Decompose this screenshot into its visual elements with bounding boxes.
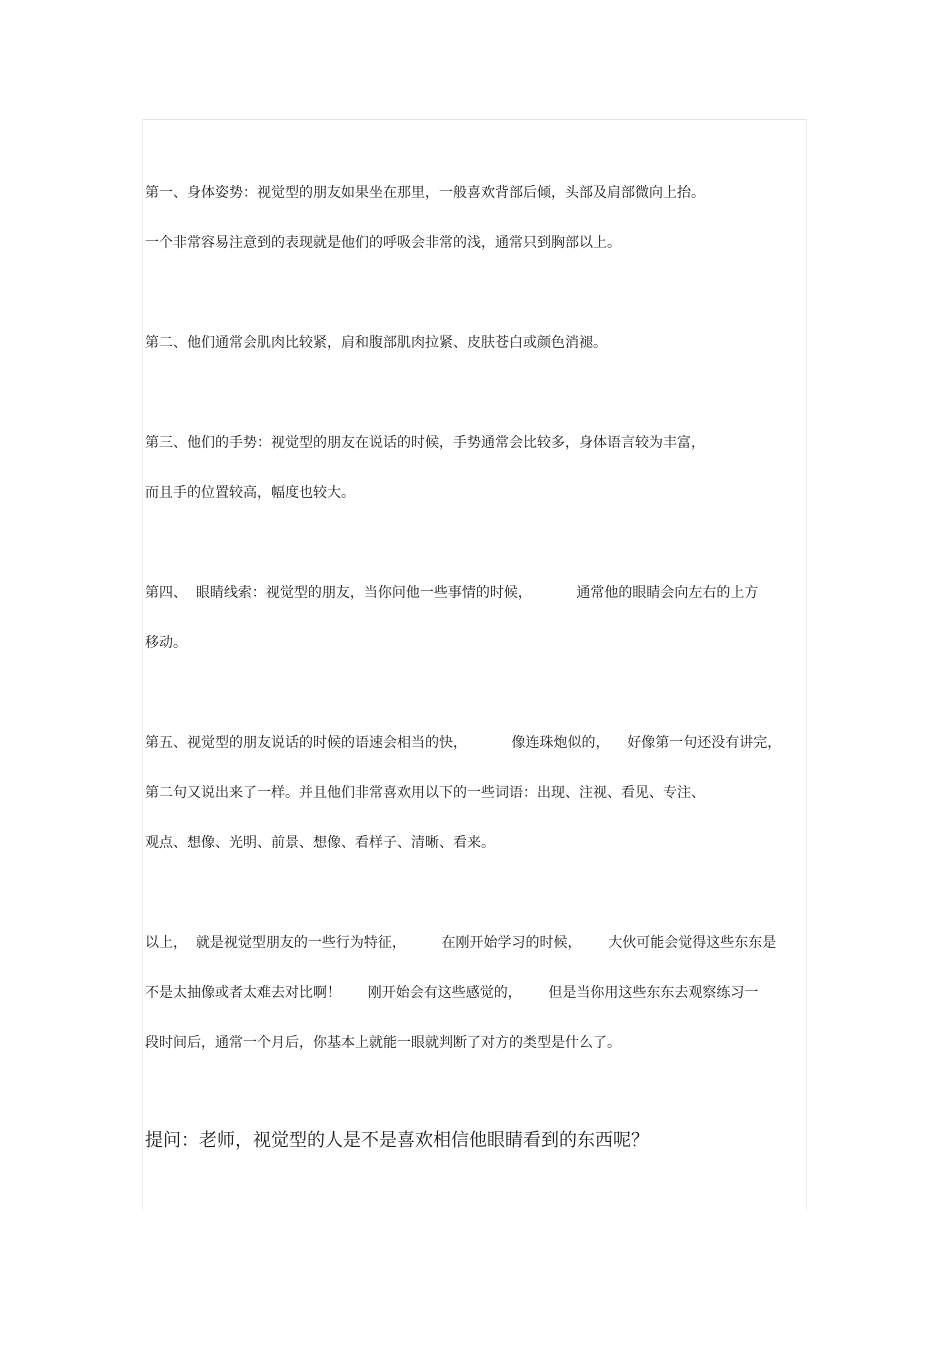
paragraph-5-line-2: 第二句又说出来了一样。并且他们非常喜欢用以下的一些词语：出现、注视、看见、专注、 [145, 785, 705, 801]
question-heading: 提问：老师，视觉型的人是不是喜欢相信他眼睛看到的东西呢？ [145, 1130, 649, 1151]
paragraph-5-line-1: 第五、视觉型的朋友说话的时候的语速会相当的快， 像连珠炮似的， 好像第一句还没有讲完， [145, 735, 782, 751]
paragraph-5-line-3: 观点、想像、光明、前景、想像、看样子、清晰、看来。 [145, 835, 495, 851]
paragraph-3-line-1: 第三、他们的手势：视觉型的朋友在说话的时候，手势通常会比较多，身体语言较为丰富， [145, 435, 705, 451]
paragraph-4-line-2: 移动。 [145, 635, 187, 651]
paragraph-6-line-2: 不是太抽像或者太难去对比啊！ 刚开始会有这些感觉的， 但是当你用这些东东去观察练习一 [145, 985, 759, 1001]
paragraph-6-line-1: 以上， 就是视觉型朋友的一些行为特征， 在刚开始学习的时候， 大伙可能会觉得这些东东是 [145, 935, 777, 951]
paragraph-3-line-2: 而且手的位置较高，幅度也较大。 [145, 485, 355, 501]
paragraph-1-line-2: 一个非常容易注意到的表现就是他们的呼吸会非常的浅，通常只到胸部以上。 [145, 235, 621, 251]
paragraph-2-line-1: 第二、他们通常会肌肉比较紧，肩和腹部肌肉拉紧、皮肤苍白或颜色消褪。 [145, 335, 607, 351]
paragraph-1-line-1: 第一、身体姿势：视觉型的朋友如果坐在那里，一般喜欢背部后倾，头部及肩部微向上抬。 [145, 185, 705, 201]
paragraph-4-line-1: 第四、 眼睛线索：视觉型的朋友，当你问他一些事情的时候， 通常他的眼睛会向左右的上方 [145, 585, 759, 601]
paragraph-6-line-3: 段时间后，通常一个月后，你基本上就能一眼就判断了对方的类型是什么了。 [145, 1035, 621, 1051]
